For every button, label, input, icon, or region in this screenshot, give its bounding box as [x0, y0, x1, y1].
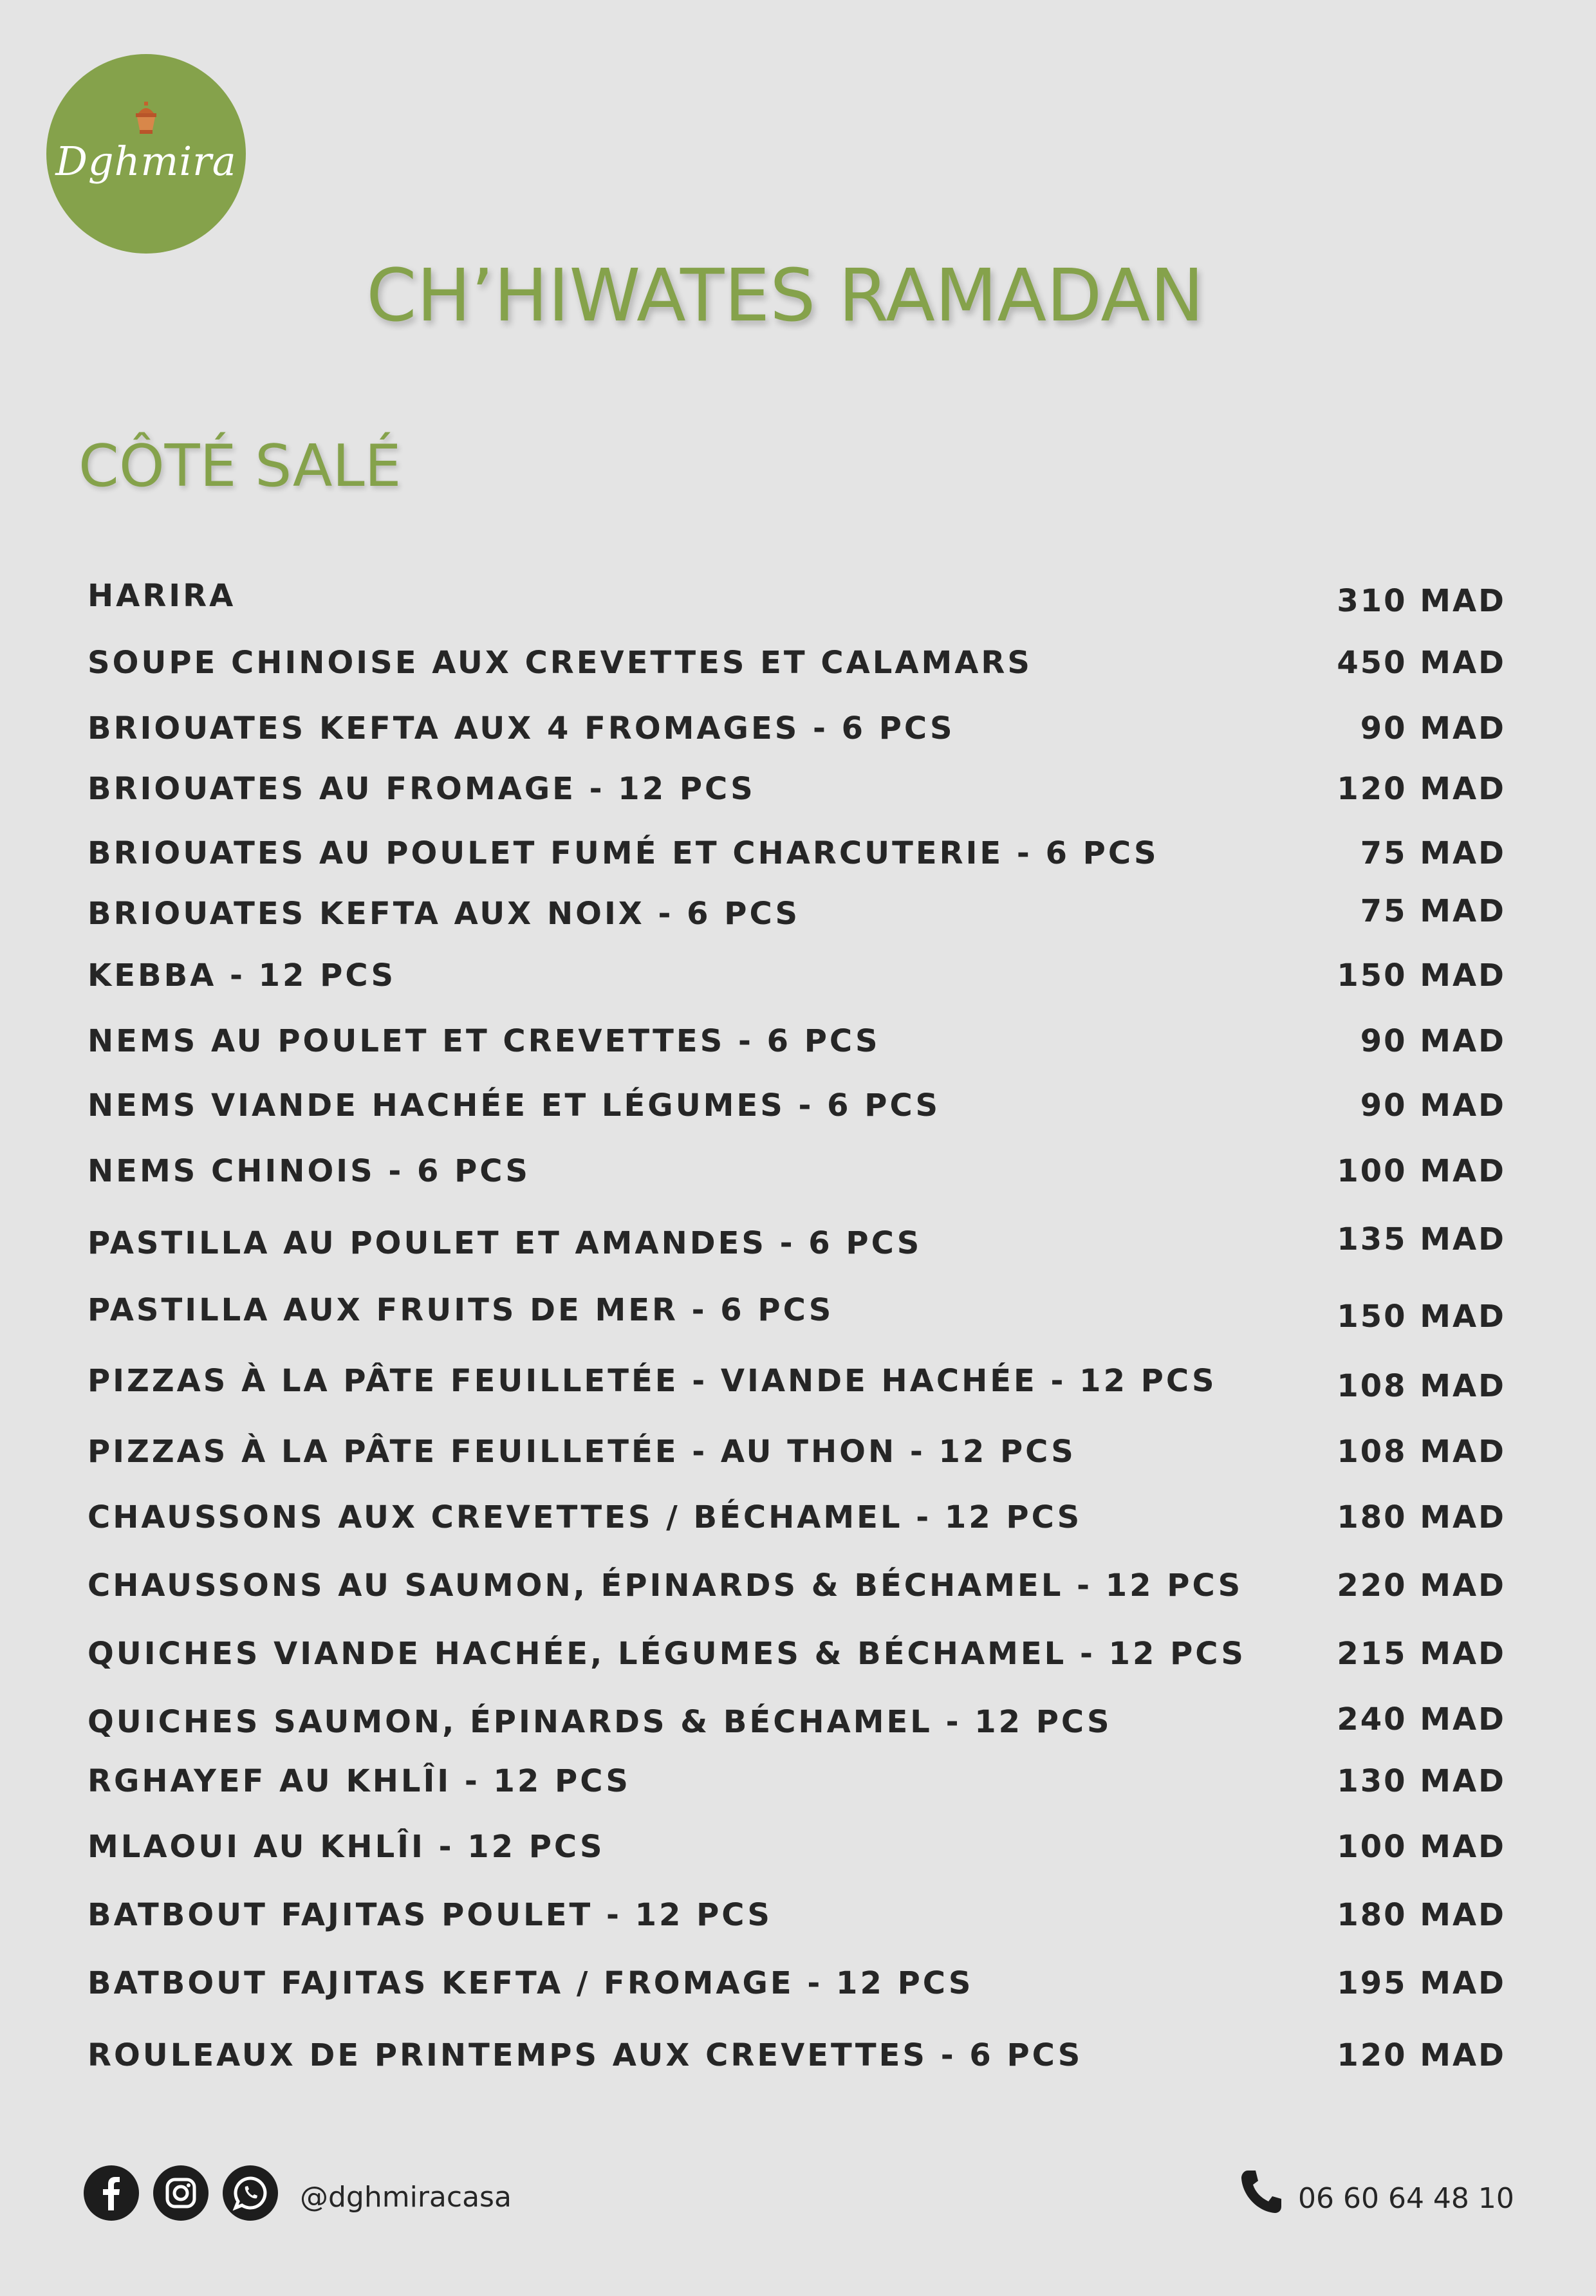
logo-text: Dghmira [55, 138, 237, 185]
item-name: CHAUSSONS AU SAUMON, ÉPINARDS & BÉCHAMEL - 12 PCS [88, 1568, 1243, 1604]
menu-item [0, 710, 1596, 755]
item-name: MLAOUI AU KHLÎI - 12 PCS [88, 1829, 605, 1865]
menu-item [0, 1292, 1596, 1337]
item-name: NEMS AU POULET ET CREVETTES - 6 PCS [88, 1023, 880, 1059]
item-price: 108 MAD [1337, 1368, 1506, 1404]
phone-contact [1239, 2165, 1514, 2223]
menu-item [0, 1897, 1596, 1942]
item-price: 310 MAD [1337, 583, 1506, 619]
item-price: 90 MAD [1360, 710, 1506, 746]
item-price: 150 MAD [1337, 1299, 1506, 1335]
section-title: CÔTÉ SALÉ [79, 432, 402, 500]
item-price: 130 MAD [1337, 1763, 1506, 1799]
menu-item [0, 958, 1596, 1003]
menu-item [0, 645, 1596, 690]
page-title: CH’HIWATES RAMADAN [366, 254, 1204, 338]
item-name: CHAUSSONS AUX CREVETTES / BÉCHAMEL - 12 PCS [88, 1499, 1082, 1535]
item-name: QUICHES SAUMON, ÉPINARDS & BÉCHAMEL - 12 PCS [88, 1704, 1112, 1740]
item-price: 195 MAD [1337, 1965, 1506, 2001]
item-price: 90 MAD [1360, 1023, 1506, 1059]
item-name: QUICHES VIANDE HACHÉE, LÉGUMES & BÉCHAMEL - 12 PCS [88, 1636, 1246, 1672]
item-price: 240 MAD [1337, 1701, 1506, 1737]
item-name: BRIOUATES KEFTA AUX NOIX - 6 PCS [88, 896, 801, 932]
menu-item [0, 1088, 1596, 1133]
menu-item [0, 893, 1596, 941]
item-name: KEBBA - 12 PCS [88, 958, 396, 994]
item-price: 120 MAD [1337, 2037, 1506, 2073]
item-price: 180 MAD [1337, 1499, 1506, 1535]
item-name: BRIOUATES KEFTA AUX 4 FROMAGES - 6 PCS [88, 710, 955, 746]
item-price: 450 MAD [1337, 645, 1506, 681]
item-name: SOUPE CHINOISE AUX CREVETTES ET CALAMARS [88, 645, 1032, 681]
item-name: NEMS VIANDE HACHÉE ET LÉGUMES - 6 PCS [88, 1088, 941, 1124]
item-name: PASTILLA AUX FRUITS DE MER - 6 PCS [88, 1292, 834, 1328]
item-name: BATBOUT FAJITAS KEFTA / FROMAGE - 12 PCS [88, 1965, 974, 2001]
item-price: 100 MAD [1337, 1829, 1506, 1865]
menu-item [0, 1965, 1596, 2010]
menu-item [0, 1829, 1596, 1874]
social-handle: @dghmiracasa [300, 2181, 512, 2214]
item-name: RGHAYEF AU KHLÎI - 12 PCS [88, 1763, 631, 1799]
item-name: NEMS CHINOIS - 6 PCS [88, 1153, 530, 1189]
facebook-icon[interactable] [84, 2165, 139, 2221]
menu-item [0, 1153, 1596, 1198]
item-name: BATBOUT FAJITAS POULET - 12 PCS [88, 1897, 772, 1933]
phone-icon [1239, 2168, 1284, 2216]
item-name: BRIOUATES AU POULET FUMÉ ET CHARCUTERIE - 6 PCS [88, 835, 1159, 871]
menu-item [0, 1221, 1596, 1270]
item-name: ROULEAUX DE PRINTEMPS AUX CREVETTES - 6 PCS [88, 2037, 1083, 2073]
menu-item [0, 1499, 1596, 1544]
item-price: 135 MAD [1337, 1221, 1506, 1257]
whatsapp-icon[interactable] [223, 2165, 278, 2221]
menu-item [0, 1636, 1596, 1681]
menu-item [0, 1763, 1596, 1808]
item-name: PIZZAS À LA PÂTE FEUILLETÉE - VIANDE HACHÉE - 12 PCS [88, 1363, 1217, 1399]
menu-item [0, 578, 1596, 623]
instagram-icon[interactable] [153, 2165, 209, 2221]
item-price: 180 MAD [1337, 1897, 1506, 1933]
menu-item [0, 2037, 1596, 2082]
item-name: PIZZAS À LA PÂTE FEUILLETÉE - AU THON - 12 PCS [88, 1434, 1076, 1470]
menu-item [0, 1568, 1596, 1613]
item-price: 220 MAD [1337, 1568, 1506, 1604]
item-name: BRIOUATES AU FROMAGE - 12 PCS [88, 771, 756, 807]
menu-item [0, 1363, 1596, 1408]
item-price: 75 MAD [1360, 893, 1506, 929]
item-price: 90 MAD [1360, 1088, 1506, 1124]
item-price: 100 MAD [1337, 1153, 1506, 1189]
phone-number[interactable]: 06 60 64 48 10 [1298, 2182, 1514, 2215]
item-name: PASTILLA AU POULET ET AMANDES - 6 PCS [88, 1225, 922, 1261]
menu-item [0, 771, 1596, 816]
item-name: HARIRA [88, 578, 236, 614]
menu-item [0, 1023, 1596, 1068]
item-price: 215 MAD [1337, 1636, 1506, 1672]
menu-item [0, 835, 1596, 880]
item-price: 75 MAD [1360, 835, 1506, 871]
item-price: 150 MAD [1337, 958, 1506, 994]
menu-item [0, 1434, 1596, 1479]
menu-item [0, 1701, 1596, 1749]
item-price: 120 MAD [1337, 771, 1506, 807]
item-price: 108 MAD [1337, 1434, 1506, 1470]
